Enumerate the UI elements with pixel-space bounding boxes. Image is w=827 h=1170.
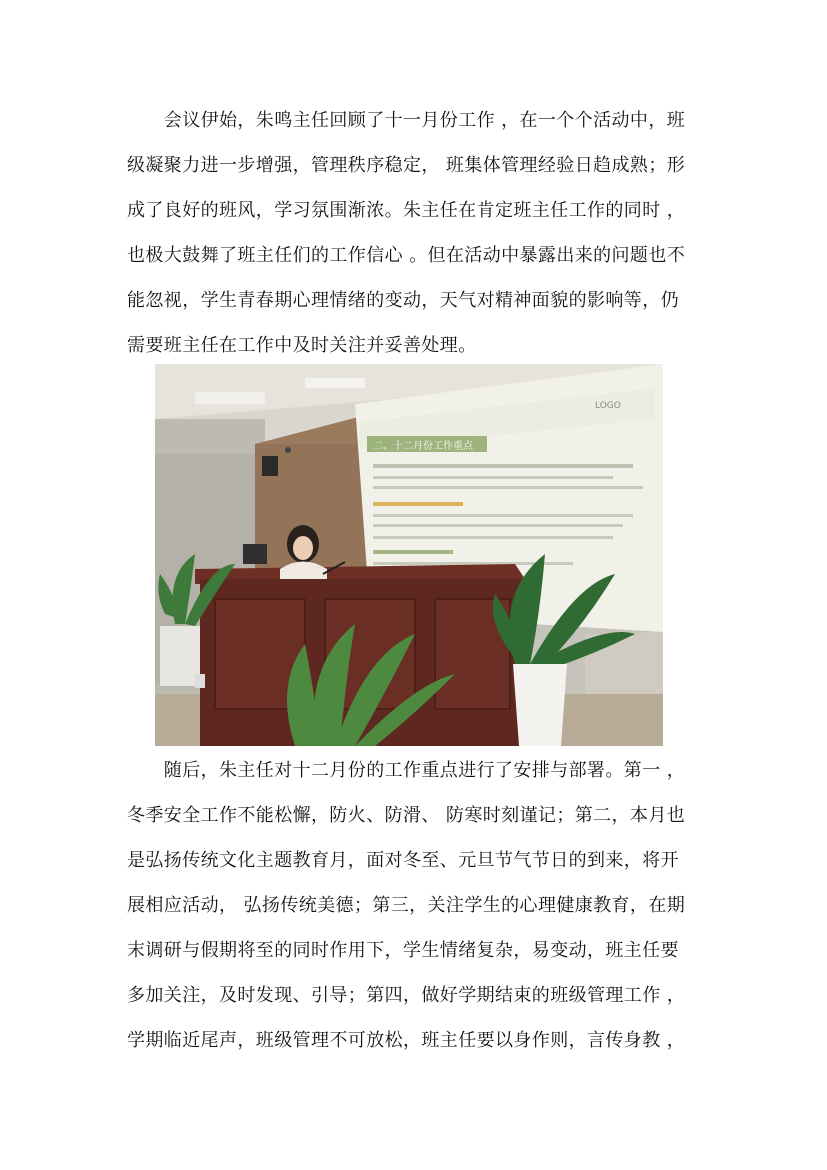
paragraph-line: 学期临近尾声，班级管理不可放松，班主任要以身作则，言传身教 ， xyxy=(127,1030,686,1051)
paragraph-line: 会议伊始，朱鸣主任回顾了十一月份工作 ，在一个个活动中，班 xyxy=(127,110,686,131)
paragraph-line: 需要班主任在工作中及时关注并妥善处理。 xyxy=(127,335,477,356)
slide-title: 二、十二月份工作重点 xyxy=(373,441,473,452)
paragraph-line: 也极大鼓舞了班主任们的工作信心 。但在活动中暴露出来的问题也不 xyxy=(127,245,686,266)
paragraph-line: 随后，朱主任对十二月份的工作重点进行了安排与部署。第一 ， xyxy=(127,760,686,781)
paragraph-line: 展相应活动， 弘扬传统美德；第三，关注学生的心理健康教育，在期 xyxy=(127,895,686,916)
paragraph-line: 冬季安全工作不能松懈，防火、防滑、 防寒时刻谨记；第二，本月也 xyxy=(127,805,686,826)
paragraph-line: 级凝聚力进一步增强，管理秩序稳定， 班集体管理经验日趋成熟；形 xyxy=(127,155,686,176)
meeting-photo xyxy=(155,364,663,746)
paragraph-meeting-review xyxy=(127,98,702,368)
paragraph-line: 能忽视，学生青春期心理情绪的变动，天气对精神面貌的影响等，仍 xyxy=(127,290,679,311)
paragraph-line: 多加关注，及时发现、引导；第四，做好学期结束的班级管理工作 ， xyxy=(127,985,686,1006)
paragraph-line: 末调研与假期将至的同时作用下，学生情绪复杂，易变动，班主任要 xyxy=(127,940,679,961)
paragraph-work-plan xyxy=(127,748,702,1063)
paragraph-line: 是弘扬传统文化主题教育月，面对冬至、元旦节气节日的到来，将开 xyxy=(127,850,679,871)
paragraph-line: 成了良好的班风，学习氛围渐浓。朱主任在肯定班主任工作的同时 ， xyxy=(127,200,686,221)
slide-logo: LOGO xyxy=(595,401,621,411)
